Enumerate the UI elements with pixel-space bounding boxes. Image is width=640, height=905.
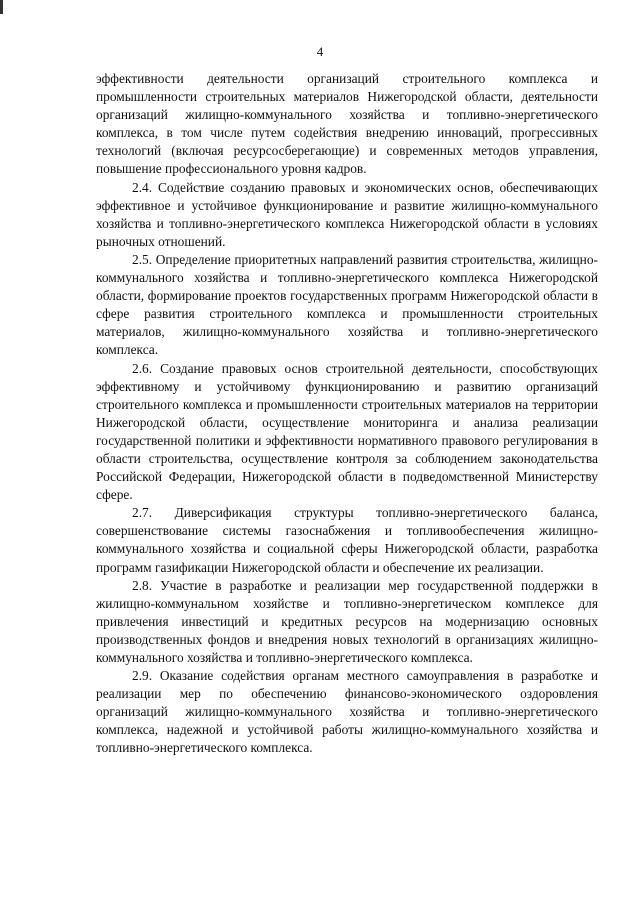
paragraph-2-6: 2.6. Создание правовых основ строительной деятельности, способствующих эффективному и устойчивому функционированию и развитию организаций строительного комплекса и промышленности строительных материалов на территории Нижегородской области, осуществление мониторинга и анализа реализации государственной политики и эффективности нормативного правового регулирования в области строительства, осуществление контроля за соблюдением законодательства Российской Федерации, Нижегородской области в подведомственной Министерству сфере. (96, 360, 598, 503)
paragraph-2-9: 2.9. Оказание содействия органам местного самоуправления в разработке и реализации мер по обеспечению финансово-экономического оздоровления организаций жилищно-коммунального хозяйства и топливно-энергетического комплекса, надежной и устойчивой работы жилищно-коммунального хозяйства и топливно-энергетического комплекса. (96, 668, 598, 756)
scan-edge-mark (0, 0, 3, 14)
paragraph-2-8: 2.8. Участие в разработке и реализации мер государственной поддержки в жилищно-коммунальном хозяйстве и топливно-энергетическом комплексе для привлечения инвестиций и кредитных ресурсов на модернизацию основных производственных фондов и внедрения новых технологий в организациях жилищно-коммунального хозяйства и топливно-энергетического комплекса. (96, 577, 598, 665)
page-number: 4 (316, 44, 324, 59)
paragraph-2-5: 2.5. Определение приоритетных направлений развития строительства, жилищно-коммунального хозяйства и топливно-энергетического комплекса Нижегородской области, формирование проектов государственных программ Нижегородской области в сфере развития строительного комплекса и промышленности строительных материалов, жилищно-коммунального хозяйства и топливно-энергетического комплекса. (96, 251, 598, 358)
paragraph-2-4: 2.4. Содействие созданию правовых и экономических основ, обеспечивающих эффективное и устойчивое функционирование и развитие жилищно-коммунального хозяйства и топливно-энергетического комплекса Нижегородской области в условиях рыночных отношений. (96, 179, 598, 249)
paragraph-2-7: 2.7. Диверсификация структуры топливно-энергетического баланса, совершенствование системы газоснабжения и топливообеспечения жилищно-коммунального хозяйства и социальной сферы Нижегородской области, разработка программ газификации Нижегородской области и обеспечение их реализации. (96, 505, 598, 575)
document-body (96, 70, 598, 758)
paragraph-continuation: эффективности деятельности организаций строительного комплекса и промышленности строительных материалов Нижегородской области, деятельности организаций жилищно-коммунального хозяйства и топливно-энергетического комплекса, в том числе путем содействия внедрению инноваций, прогрессивных технологий (включая ресурсосберегающие) и современных методов управления, повышение профессионального уровня кадров. (96, 71, 598, 177)
